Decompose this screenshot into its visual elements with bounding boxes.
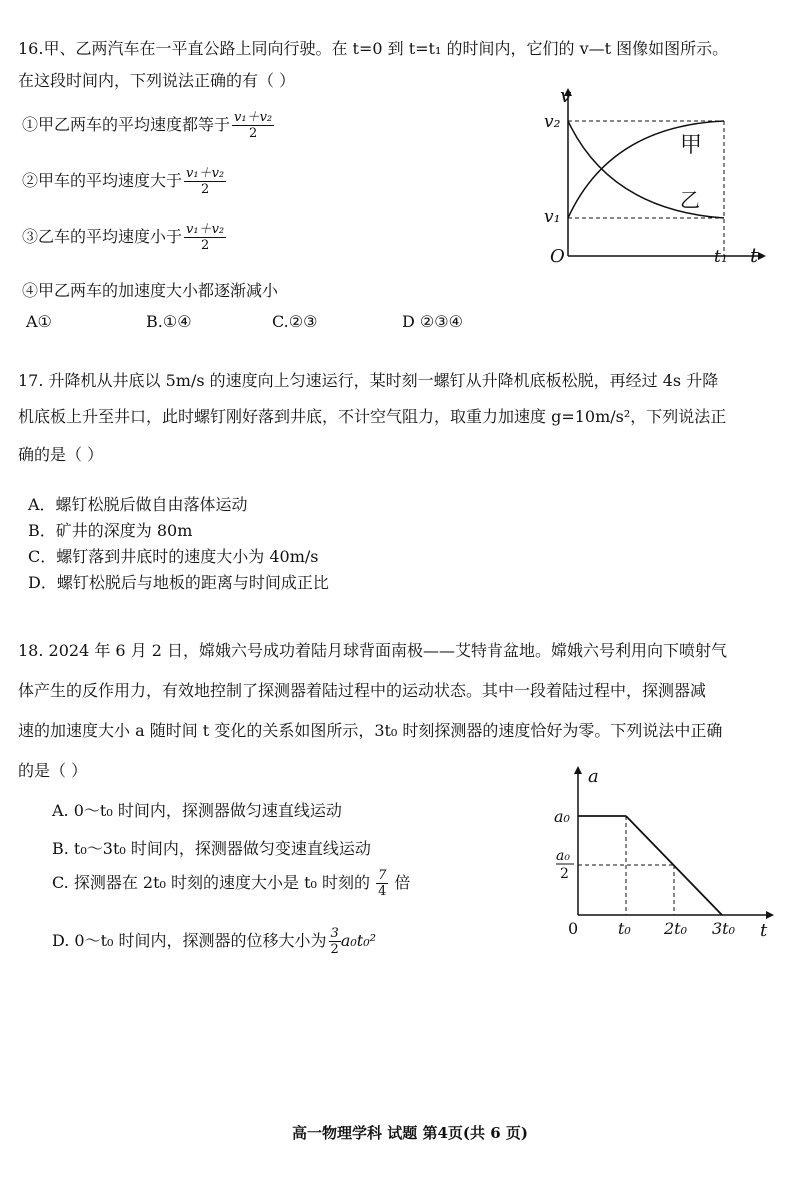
graph-t1-label: t₁	[714, 247, 728, 267]
graph-origin-label: O	[550, 246, 565, 267]
q17-option-a: A．螺钉松脱后做自由落体运动	[28, 495, 248, 514]
graph-v2-label: v₂	[544, 112, 561, 132]
q17-option-d: D．螺钉松脱后与地板的距离与时间成正比	[28, 573, 329, 592]
q16-statement-3: ③乙车的平均速度小于 $\frac{\text{v₁＋v₂}}{2}$	[22, 222, 225, 253]
graph-a0-label: a₀	[554, 807, 570, 826]
q16-vt-graph	[530, 80, 780, 275]
graph-a-axis-label: a	[588, 766, 599, 787]
graph-half-a0-den: 2	[560, 866, 569, 882]
graph-3t0-label: 3t₀	[712, 919, 736, 938]
curve-yi-label: 乙	[680, 188, 700, 212]
curve-jia-label: 甲	[680, 133, 703, 158]
q17-option-c: C．螺钉落到井底时的速度大小为 40m/s	[28, 547, 319, 566]
q18-at-graph	[548, 760, 788, 945]
fraction: $\frac{\text{v₁＋v₂}}{2}$	[186, 166, 225, 197]
q16-option-b: B.①④	[146, 312, 192, 331]
q17-option-b: B．矿井的深度为 80m	[28, 521, 193, 540]
graph-t-axis-label: t	[760, 920, 768, 941]
q16-statement-1: ①甲乙两车的平均速度都等于 $\frac{\text{v₁＋v₂}}{2}$	[22, 110, 273, 141]
q16-option-a: A①	[26, 312, 52, 331]
q16-option-c: C.②③	[272, 312, 318, 331]
graph-t0-label: t₀	[618, 919, 631, 938]
q17-stem-line3: 确的是（ ）	[18, 445, 104, 464]
q16-stem-line2: 在这段时间内，下列说法正确的有（ ）	[18, 71, 296, 90]
graph-origin-label: 0	[568, 919, 579, 938]
graph-2t0-label: 2t₀	[664, 919, 688, 938]
q18-option-d: D. 0～t₀ 时间内，探测器的位移大小为 $\frac{3}{2}$ a₀t₀²	[52, 926, 377, 957]
q16-statement-2: ②甲车的平均速度大于 $\frac{\text{v₁＋v₂}}{2}$	[22, 166, 225, 197]
q18-stem-line1: 18. 2024 年 6 月 2 日，嫦娥六号成功着陆月球背面南极——艾特肯盆地。嫦娥六号利用向下喷射气	[18, 641, 728, 660]
q18-option-b: B. t₀～3t₀ 时间内，探测器做匀变速直线运动	[52, 839, 371, 858]
fraction: $\frac{3}{2}$	[330, 926, 339, 957]
fraction: $\frac{7}{4}$	[378, 868, 387, 899]
page-footer: 高一物理学科 试题 第4页(共 6 页)	[292, 1124, 528, 1142]
q18-stem-line2: 体产生的反作用力，有效地控制了探测器着陆过程中的运动状态。其中一段着陆过程中，探测器减	[18, 681, 707, 700]
fraction: $\frac{\text{v₁＋v₂}}{2}$	[186, 222, 225, 253]
fraction: $\frac{\text{v₁＋v₂}}{2}$	[234, 110, 273, 141]
q16-stem-line1: 16.甲、乙两汽车在一平直公路上同向行驶。在 t=0 到 t=t₁ 的时间内，它们的 v—t 图像如图所示。	[18, 39, 729, 58]
q16-statement-4: ④甲乙两车的加速度大小都逐渐减小	[22, 281, 279, 300]
q18-stem-line3: 速的加速度大小 a 随时间 t 变化的关系如图所示，3t₀ 时刻探测器的速度恰好为零。下列说法中正确	[18, 721, 723, 740]
q17-stem-line2: 机底板上升至井口，此时螺钉刚好落到井底，不计空气阻力，取重力加速度 g=10m/s²，下列说法正	[18, 407, 727, 426]
q18-option-c: C. 探测器在 2t₀ 时刻的速度大小是 t₀ 时刻的 $\frac{7}{4}$ 倍	[52, 868, 411, 899]
graph-v-axis-label: v	[560, 83, 572, 107]
q18-stem-line4: 的是（ ）	[18, 761, 88, 780]
graph-v1-label: v₁	[544, 207, 561, 227]
q16-option-d: D ②③④	[402, 312, 463, 331]
q17-stem-line1: 17. 升降机从井底以 5m/s 的速度向上匀速运行，某时刻一螺钉从升降机底板松脱，再经过 4s 升降	[18, 371, 719, 390]
graph-t-axis-label: t	[750, 243, 759, 267]
graph-half-a0-num: a₀	[556, 848, 570, 864]
q18-option-a: A. 0～t₀ 时间内，探测器做匀速直线运动	[52, 801, 342, 820]
